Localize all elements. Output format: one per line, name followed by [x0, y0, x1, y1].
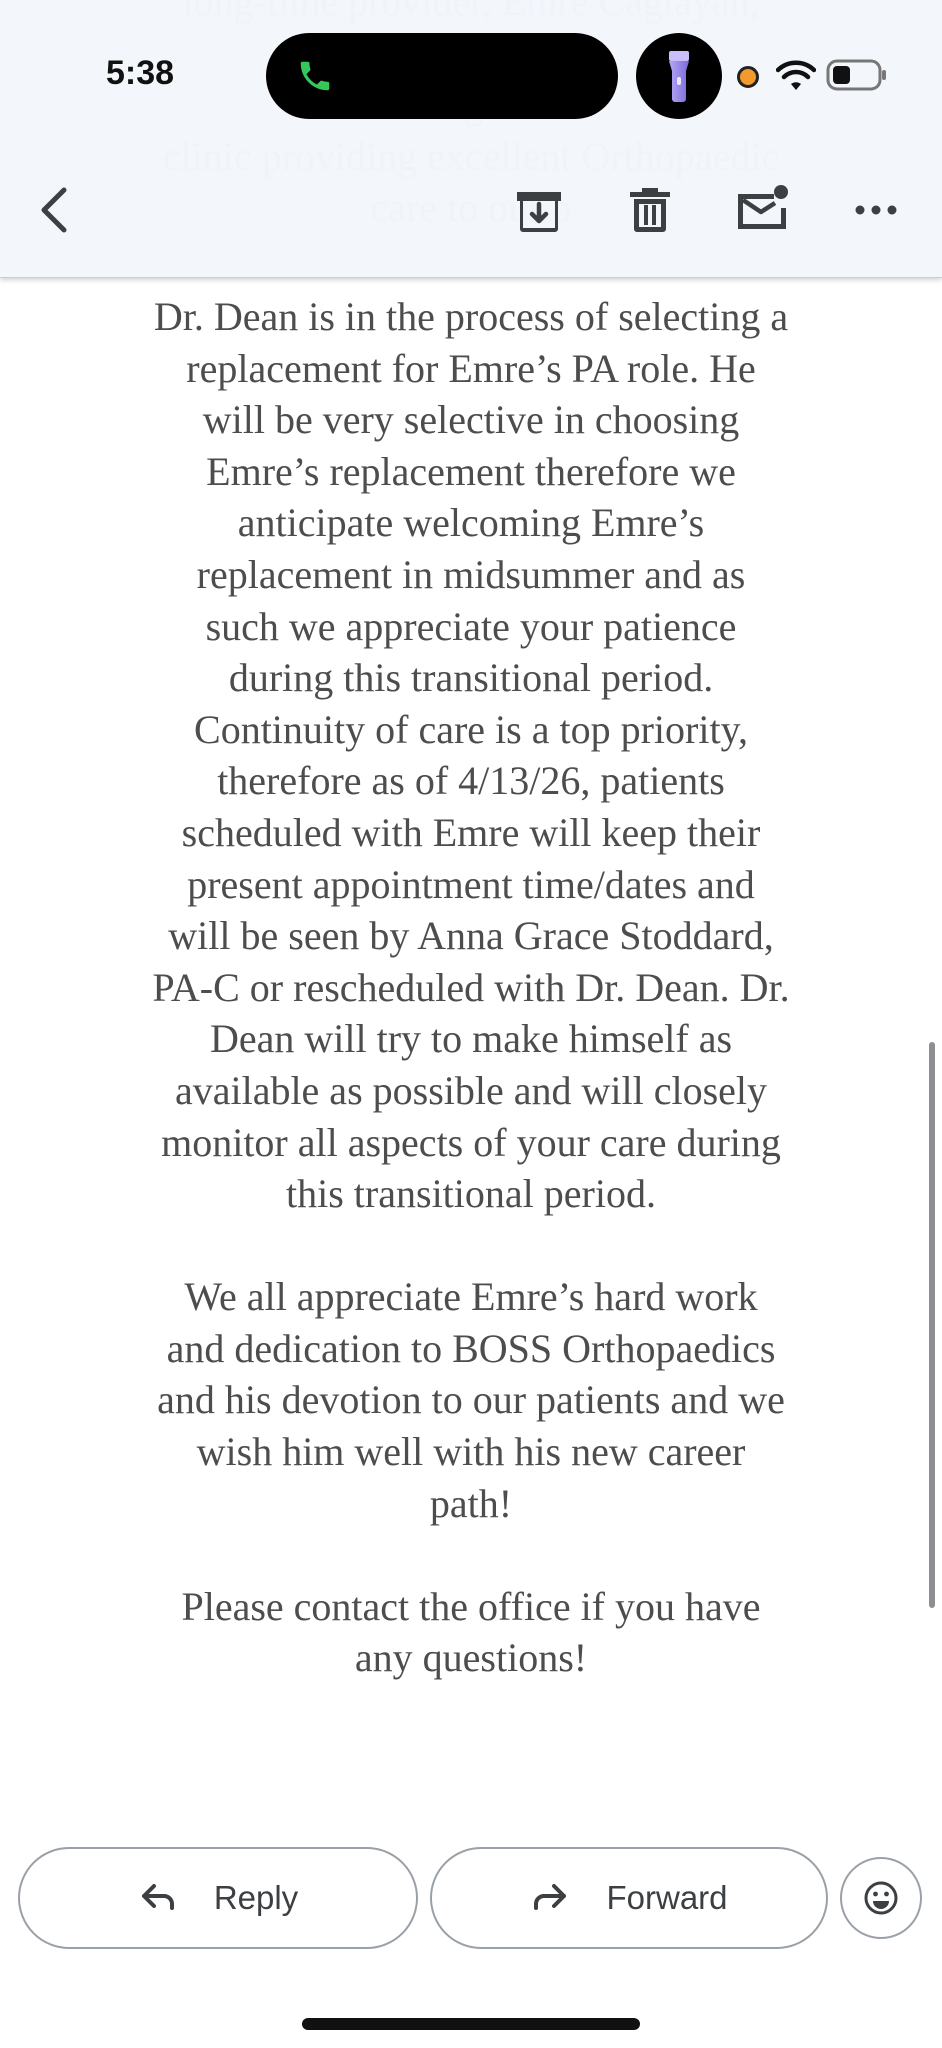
email-line: wish him well with his new career: [196, 1429, 746, 1475]
email-line: this transitional period.: [286, 1171, 656, 1217]
forward-button[interactable]: [430, 1847, 828, 1949]
email-line: Emre’s replacement therefore we: [206, 448, 736, 494]
battery-icon: [826, 58, 888, 92]
mark-unread-button[interactable]: [733, 180, 789, 236]
email-line: scheduled with Emre will keep their: [181, 809, 761, 855]
dynamic-island[interactable]: [266, 33, 618, 119]
email-line: Dean will try to make himself as: [209, 1016, 733, 1062]
email-line: replacement in midsummer and as: [196, 551, 746, 597]
email-line: path!: [429, 1480, 513, 1526]
forward-label: Forward: [606, 1879, 728, 1916]
back-button[interactable]: [28, 182, 84, 238]
email-line: Continuity of care is a top priority,: [194, 706, 748, 752]
reply-label: Reply: [213, 1879, 299, 1916]
top-toolbar: [0, 0, 942, 278]
email-line: Dr. Dean is in the process of selecting a: [153, 294, 789, 339]
more-options-button[interactable]: [848, 182, 904, 238]
scrollbar[interactable]: [929, 1042, 935, 1608]
email-line: during this transitional period.: [228, 655, 714, 701]
archive-button[interactable]: [511, 182, 567, 238]
email-line: such we appreciate your patience: [205, 603, 737, 649]
email-line: and his devotion to our patients and we: [157, 1377, 785, 1423]
forward-arrow-icon: [530, 1878, 570, 1918]
email-line: any questions!: [354, 1635, 588, 1681]
email-line: anticipate welcoming Emre’s: [237, 500, 705, 546]
email-line: will be very selective in choosing: [202, 397, 740, 443]
email-line: and dedication to BOSS Orthopaedics: [166, 1325, 776, 1371]
emoji-reaction-button[interactable]: [840, 1857, 922, 1939]
phone-call-icon: [296, 57, 334, 95]
recording-indicator-dot: [737, 66, 759, 88]
email-line: therefore as of 4/13/26, patients: [217, 758, 725, 804]
wifi-icon: [776, 60, 816, 92]
reply-arrow-icon: [138, 1878, 178, 1918]
email-line: PA-C or rescheduled with Dr. Dean. Dr.: [152, 964, 790, 1010]
email-line: monitor all aspects of your care during: [161, 1119, 781, 1165]
email-line: replacement for Emre’s PA role. He: [186, 345, 756, 391]
flashlight-indicator[interactable]: [636, 33, 722, 119]
email-line: We all appreciate Emre’s hard work: [184, 1274, 758, 1320]
emoji-smile-icon: [863, 1880, 899, 1916]
email-line: will be seen by Anna Grace Stoddard,: [168, 913, 774, 959]
home-indicator[interactable]: [302, 2018, 640, 2030]
status-time: 5:38: [106, 54, 175, 92]
email-line: present appointment time/dates and: [187, 861, 755, 907]
email-line: available as possible and will closely: [174, 1067, 768, 1113]
reply-button[interactable]: [18, 1847, 418, 1949]
paragraph-gap: [80, 1529, 862, 1581]
email-line: Please contact the office if you have: [181, 1583, 761, 1629]
email-paragraphs: [80, 291, 862, 1684]
paragraph-gap: [80, 1220, 862, 1272]
delete-button[interactable]: [622, 182, 678, 238]
flashlight-icon: [660, 49, 698, 103]
